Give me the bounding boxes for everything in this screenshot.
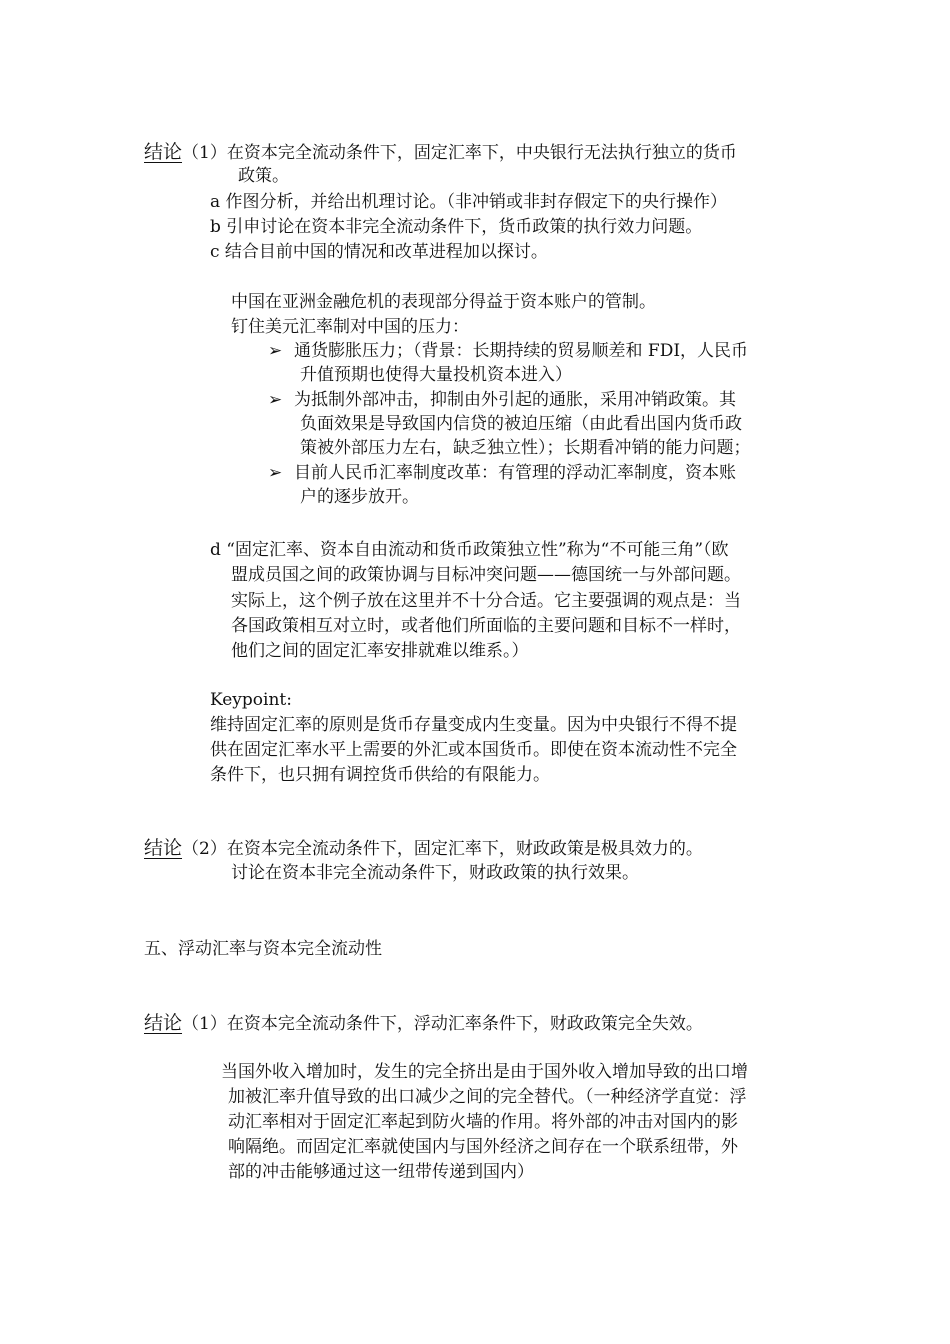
bullet-text: 通货膨胀压力；（背景：长期持续的贸易顺差和 FDI，人民币	[294, 341, 749, 361]
item-d-cont: 各国政策相互对立时，或者他们所面临的主要问题和目标不一样时，	[231, 616, 741, 636]
keypoint-title: Keypoint:	[210, 690, 292, 710]
keypoint-text: 条件下，也只拥有调控货币供给的有限能力。	[210, 765, 550, 785]
item-d: d “固定汇率、资本自由流动和货币政策独立性”称为“不可能三角”（欧	[210, 540, 729, 560]
conclusion-text-cont: 政策。	[238, 166, 289, 186]
bullet-item	[268, 461, 736, 485]
floating-paragraph-cont: 响隔绝。而固定汇率就使国内与国外经济之间存在一个联系纽带，外	[228, 1137, 738, 1157]
item-d-cont: 盟成员国之间的政策协调与目标冲突问题——德国统一与外部问题。	[231, 565, 741, 585]
item-d-cont: 实际上，这个例子放在这里并不十分合适。它主要强调的观点是：当	[231, 591, 741, 611]
bullet-text: 为抵制外部冲击，抑制由外引起的通胀，采用冲销政策。其	[294, 390, 736, 410]
item-c: c 结合目前中国的情况和改革进程加以探讨。	[210, 242, 548, 262]
bullet-text-cont: 负面效果是导致国内信贷的被迫压缩（由此看出国内货币政	[300, 414, 742, 434]
conclusion-label: 结论	[144, 141, 183, 163]
floating-paragraph-cont: 动汇率相对于固定汇率起到防火墙的作用。将外部的冲击对国内的影	[228, 1112, 738, 1132]
bullet-item	[268, 388, 736, 412]
keypoint-text: 供在固定汇率水平上需要的外汇或本国货币。即使在资本流动性不完全	[210, 740, 737, 760]
conclusion-text: （1）在资本完全流动条件下，固定汇率下，中央银行无法执行独立的货币	[182, 143, 737, 163]
china-paragraph-2: 钉住美元汇率制对中国的压力：	[231, 317, 469, 337]
item-d-cont: 他们之间的固定汇率安排就难以维系。）	[231, 641, 529, 661]
item-b: b 引申讨论在资本非完全流动条件下，货币政策的执行效力问题。	[210, 217, 703, 237]
conclusion-text: （1）在资本完全流动条件下，浮动汇率条件下，财政政策完全失效。	[182, 1014, 703, 1034]
bullet-arrow-icon: ➢	[268, 390, 283, 410]
conclusion-text-cont: 讨论在资本非完全流动条件下，财政政策的执行效果。	[231, 863, 639, 883]
conclusion-text: （2）在资本完全流动条件下，固定汇率下，财政政策是极具效力的。	[182, 839, 703, 859]
floating-paragraph-cont: 加被汇率升值导致的出口减少之间的完全替代。（一种经济学直觉：浮	[228, 1087, 747, 1107]
conclusion-1-heading	[144, 140, 737, 165]
conclusion-label: 结论	[144, 837, 183, 859]
bullet-arrow-icon: ➢	[268, 341, 283, 361]
conclusion-3-heading	[144, 1011, 703, 1036]
bullet-arrow-icon: ➢	[268, 463, 283, 483]
bullet-text-cont: 升值预期也使得大量投机资本进入）	[300, 365, 572, 385]
bullet-text: 目前人民币汇率制度改革：有管理的浮动汇率制度，资本账	[294, 463, 736, 483]
item-a: a 作图分析，并给出机理讨论。（非冲销或非封存假定下的央行操作）	[210, 192, 728, 212]
floating-paragraph: 当国外收入增加时，发生的完全挤出是由于国外收入增加导致的出口增	[221, 1062, 748, 1082]
conclusion-2-heading	[144, 836, 703, 861]
bullet-item	[268, 339, 748, 363]
keypoint-text: 维持固定汇率的原则是货币存量变成内生变量。因为中央银行不得不提	[210, 715, 737, 735]
section-heading: 五、浮动汇率与资本完全流动性	[144, 939, 382, 959]
conclusion-label: 结论	[144, 1012, 183, 1034]
bullet-text-cont: 户的逐步放开。	[300, 487, 419, 507]
bullet-text-cont: 策被外部压力左右，缺乏独立性）；长期看冲销的能力问题；	[300, 438, 751, 458]
china-paragraph-1: 中国在亚洲金融危机的表现部分得益于资本账户的管制。	[231, 292, 656, 312]
floating-paragraph-cont: 部的冲击能够通过这一纽带传递到国内）	[228, 1162, 534, 1182]
